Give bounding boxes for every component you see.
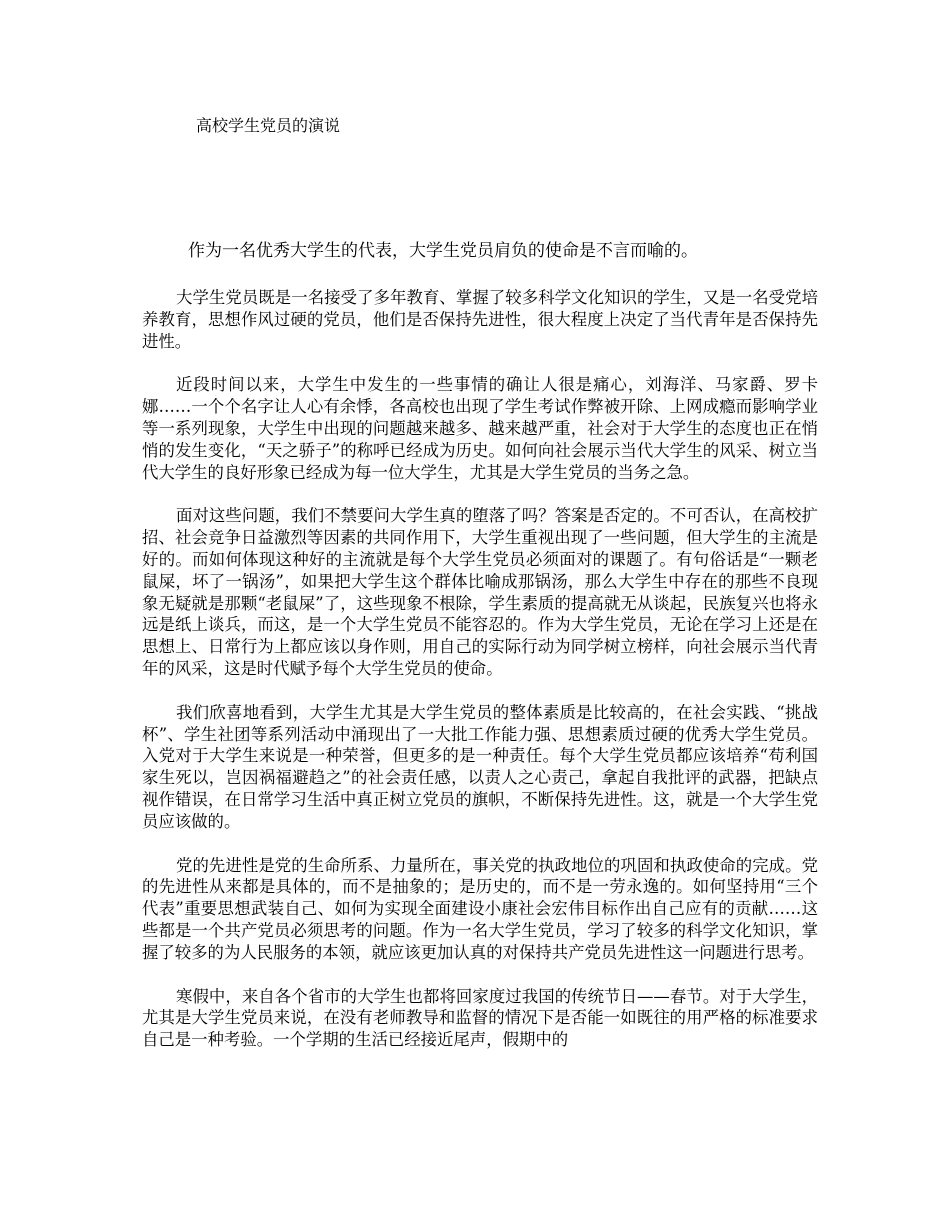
document-body [142,287,818,1073]
document-title: 高校学生党员的演说 [196,116,341,135]
paragraph: 党的先进性是党的生命所系、力量所在，事关党的执政地位的巩固和执政使命的完成。党的先进性从来都是具体的，而不是抽象的；是历史的，而不是一劳永逸的。如何坚持用“三个代表”重要思想武装自己、如何为实现全面建设小康社会宏伟目标作出自己应有的贡献……这些都是一个共产党员必须思考的问题。作为一名大学生党员，学习了较多的科学文化知识，掌握了较多的为人民服务的本领，就应该更加认真的对保持共产党员先进性这一问题进行思考。 [142,855,818,962]
paragraph: 大学生党员既是一名接受了多年教育、掌握了较多科学文化知识的学生，又是一名受党培养教育，思想作风过硬的党员，他们是否保持先进性，很大程度上决定了当代青年是否保持先进性。 [142,288,818,351]
paragraph: 我们欣喜地看到，大学生尤其是大学生党员的整体素质是比较高的，在社会实践、“挑战杯”、学生社团等系列活动中涌现出了一大批工作能力强、思想素质过硬的优秀大学生党员。入党对于大学生来说是一种荣誉，但更多的是一种责任。每个大学生党员都应该培养“苟利国家生死以，岂因祸福避趋之”的社会责任感，以责人之心责己，拿起自我批评的武器，把缺点视作错误，在日常学习生活中真正树立党员的旗帜，不断保持先进性。这，就是一个大学生党员应该做的。 [142,702,818,831]
lead-sentence: 作为一名优秀大学生的代表，大学生党员肩负的使命是不言而喻的。 [188,241,698,261]
paragraph: 寒假中，来自各个省市的大学生也都将回家度过我国的传统节日——春节。对于大学生，尤其是大学生党员来说，在没有老师教导和监督的情况下是否能一如既往的用严格的标准要求自己是一种考验。一个学期的生活已经接近尾声，假期中的 [142,986,818,1050]
paragraph: 面对这些问题，我们不禁要问大学生真的堕落了吗？答案是否定的。不可否认，在高校扩招、社会竞争日益激烈等因素的共同作用下，大学生重视出现了一些问题，但大学生的主流是好的。而如何体现这种好的主流就是每个大学生党员必须面对的课题了。有句俗话是“一颗老鼠屎，坏了一锅汤”，如果把大学生这个群体比喻成那锅汤，那么大学生中存在的那些不良现象无疑就是那颗“老鼠屎”了，这些现象不根除，学生素质的提高就无从谈起，民族复兴也将永远是纸上谈兵，而这，是一个大学生党员不能容忍的。作为大学生党员，无论在学习上还是在思想上、日常行为上都应该以身作则，用自己的实际行动为同学树立榜样，向社会展示当代青年的风采，这是时代赋予每个大学生党员的使命。 [142,506,818,678]
paragraph: 近段时间以来，大学生中发生的一些事情的确让人很是痛心，刘海洋、马家爵、罗卡娜……一个个名字让人心有余悸，各高校也出现了学生考试作弊被开除、上网成瘾而影响学业等一系列现象，大学生中出现的问题越来越多、越来越严重，社会对于大学生的态度也正在悄悄的发生变化，“天之骄子”的称呼已经成为历史。如何向社会展示当代大学生的风采、树立当代大学生的良好形象已经成为每一位大学生，尤其是大学生党员的当务之急。 [142,375,818,482]
